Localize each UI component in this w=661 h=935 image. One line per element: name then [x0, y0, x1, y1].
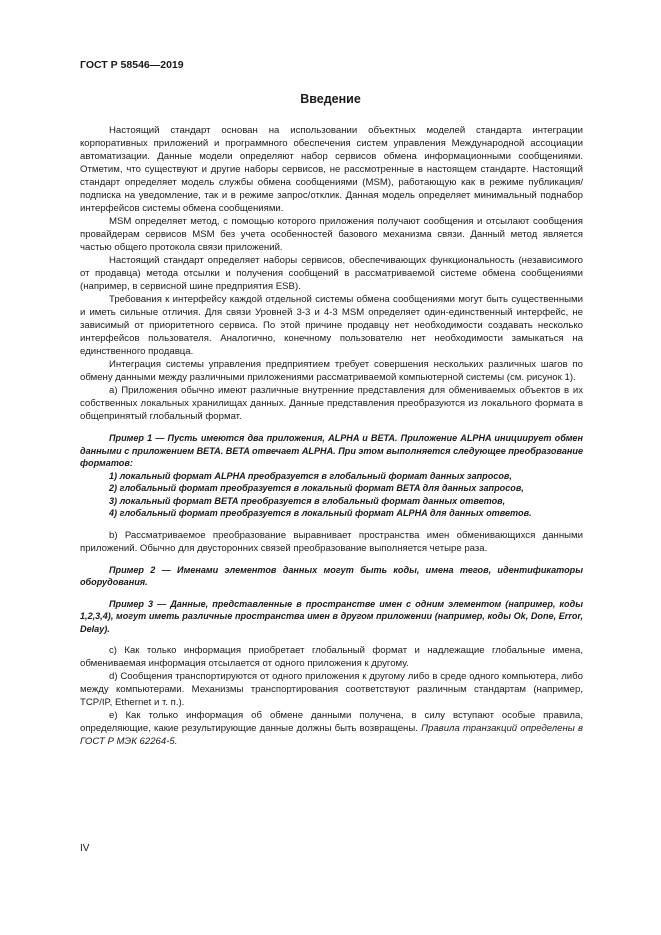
paragraph-italic-reference: Правила транзакций определены в ГОСТ Р МЭК 62264-5.: [80, 723, 583, 747]
example-2: Пример 2 — Именами элементов данных могут быть коды, имена тегов, идентификаторы оборудования.: [80, 564, 583, 587]
document-body: [80, 124, 583, 748]
paragraph: MSM определяет метод, с помощью которого приложения получают сообщения и отсылают сообщения провайдерам сервисов MSM без учета особенностей базового механизма связи. Данный метод является частью общего протокола связи приложений.: [80, 216, 583, 253]
document-header: ГОСТ Р 58546—2019: [80, 59, 184, 71]
page-number: IV: [80, 843, 90, 854]
paragraph-text: e) Как только информация об обмене данными получена, в силу вступают особые правила, определяющие, какие результирующие данные должны быть возвращены.: [80, 710, 583, 734]
paragraph: Требования к интерфейсу каждой отдельной системы обмена сообщениями могут быть существенными и иметь сильные отличия. Для связи Уровней 3-3 и 4-3 MSM определяет один-единственный интерфейс, не зависимый от приоритетного сервиса. По этой причине продавцу нет необходимости создавать несколько интерфейсов пользователя. Аналогично, конечному пользователю нет необходимости замыкаться на единственного продавца.: [80, 294, 583, 357]
example-1-item: 1) локальный формат ALPHA преобразуется в глобальный формат данных запросов,: [109, 470, 512, 481]
paragraph: Интеграция системы управления предприятием требует совершения нескольких различных шагов по обмену данными между различными приложениями рассматриваемой компьютерной системы (см. рисунок 1).: [80, 359, 583, 383]
example-1-intro: Пример 1 — Пусть имеются два приложения, ALPHA и BETA. Приложение ALPHA инициирует обмен данными с приложением BETA. BETA отвечает ALPHA. При этом выполняется следующее преобразование форматов:: [80, 433, 583, 468]
example-3: Пример 3 — Данные, представленные в пространстве имен с одним элементом (например, коды 1,2,3,4), могут иметь различные пространства имен в другом приложении (например, коды Ok, Done, Error, Delay).: [80, 598, 583, 634]
paragraph-item-e: [80, 709, 583, 748]
paragraph-item-a: а) Приложения обычно имеют различные внутренние представления для обмениваемых объектов в их собственных локальных хранилищах данных. Данные представления преобразуются из локального формата в общепринятый глобальный формат.: [80, 385, 583, 422]
paragraph: Настоящий стандарт определяет наборы сервисов, обеспечивающих функциональность (независимого от продавца) метода отсылки и получения сообщений в рассматриваемой системе обмена сообщениями (например, в сервисной шине предприятия ESB).: [80, 255, 583, 292]
paragraph-item-b: b) Рассматриваемое преобразование выравнивает пространства имен обменивающихся данными приложений. Обычно для двусторонних связей преобразование выполняется четыре раза.: [80, 529, 583, 554]
example-1-item: 3) локальный формат BETA преобразуется в глобальный формат данных ответов,: [109, 495, 506, 506]
paragraph-item-c: c) Как только информация приобретает глобальный формат и надлежащие глобальные имена, обмениваемая информация отсылается от одного приложения к другому.: [80, 645, 583, 669]
example-1-list: [80, 470, 583, 520]
example-1-item: 2) глобальный формат преобразуется в локальный формат BETA для данных запросов,: [109, 483, 524, 493]
example-1-item: 4) глобальный формат преобразуется в локальный формат ALPHA для данных ответов.: [109, 508, 532, 518]
paragraph-item-d: d) Сообщения транспортируются от одного приложения к другому либо в среде одного компьютера, либо между компьютерами. Механизмы транспортирования соответствуют различным стандартам (например, TCP/IP, Ethernet и т. п.).: [80, 671, 583, 708]
paragraph: Настоящий стандарт основан на использовании объектных моделей стандарта интеграции корпоративных приложений и программного обеспечения систем управления Международной ассоциации автоматизации. Данные модели определяют набор сервисов обмена информационными сообщениями. Отметим, что существуют и другие наборы сервисов, не рассмотренные в настоящем стандарте. Настоящий стандарт определяет модель службы обмена сообщениями (MSM), работающую как в режиме публикация/подписка на уведомление, так и в режиме запрос/отклик. Данная модель определяет минимальный поднабор интерфейсов системы обмена сообщениями.: [80, 125, 583, 214]
section-title: Введение: [300, 92, 361, 106]
